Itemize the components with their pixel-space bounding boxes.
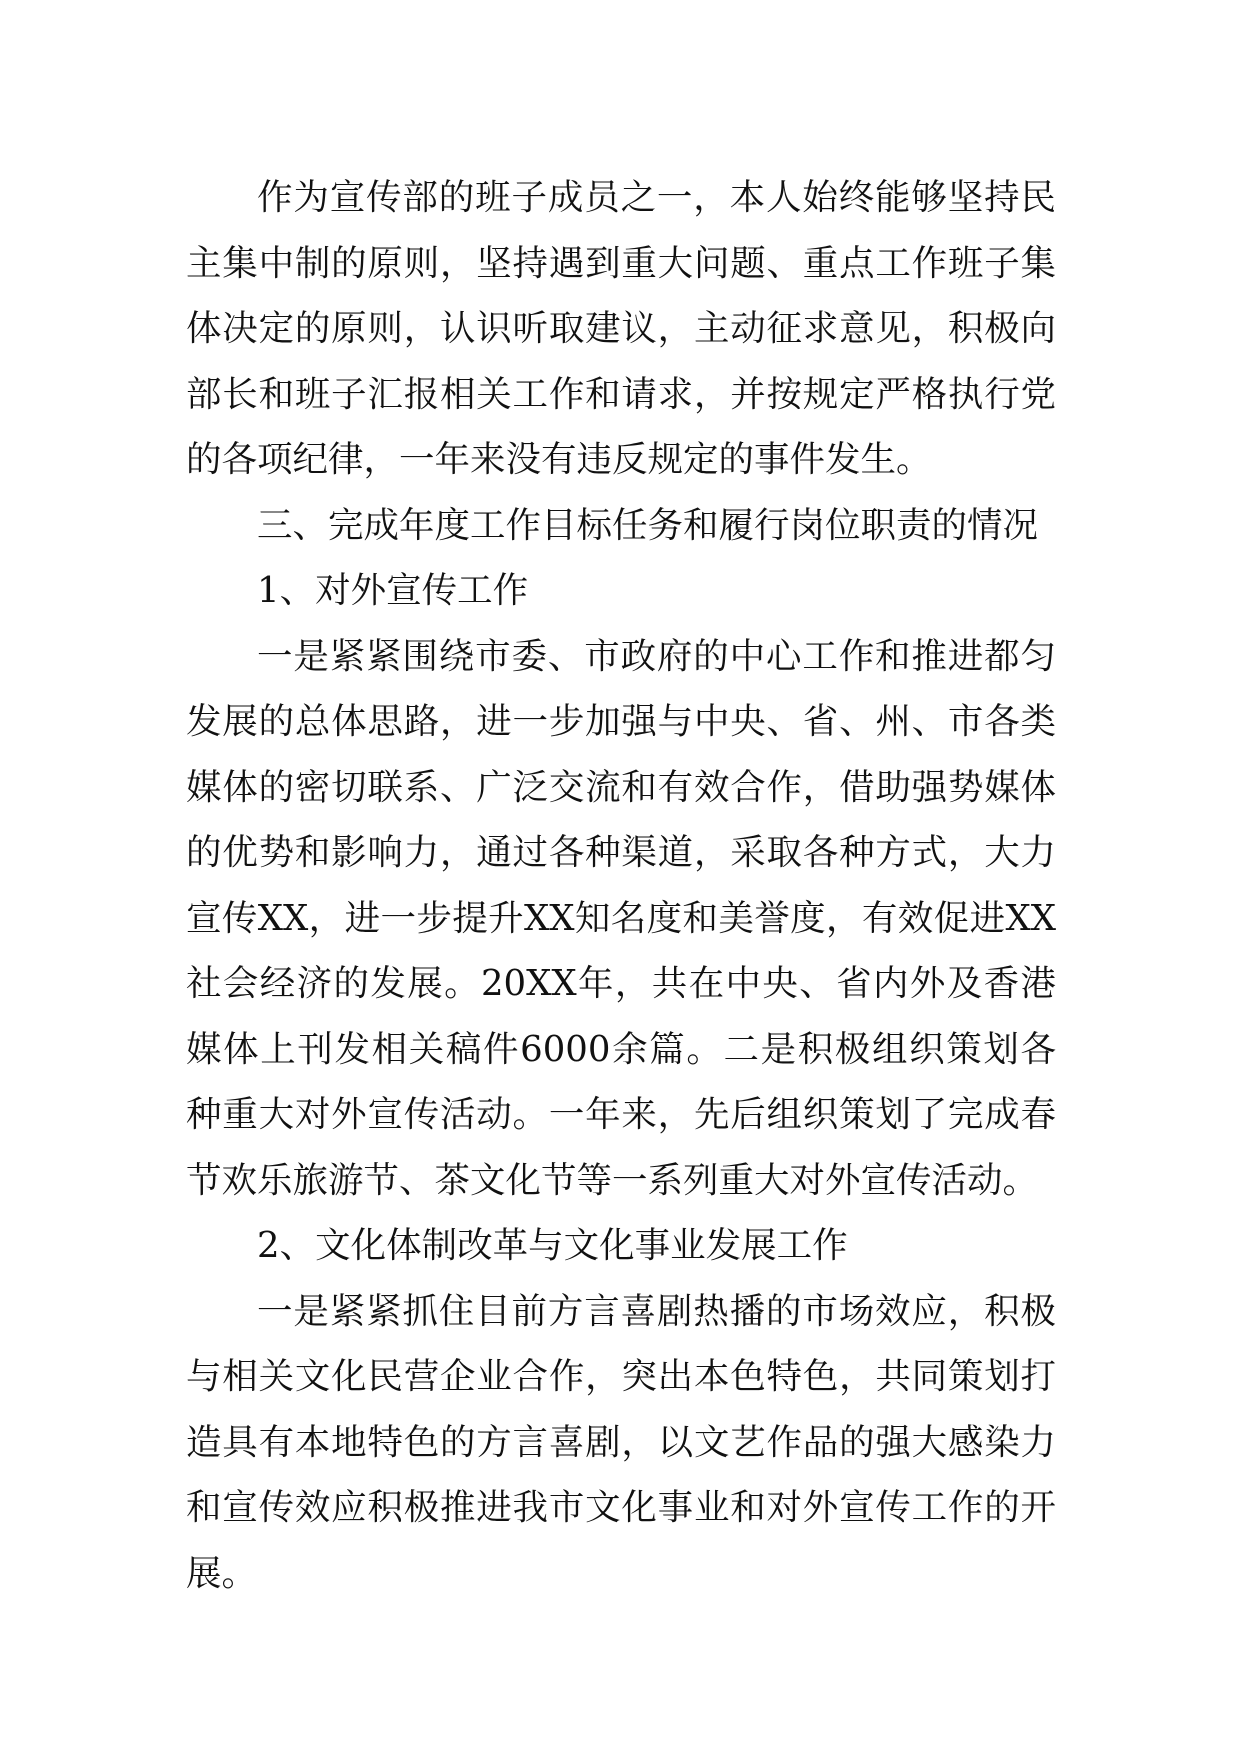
section-heading-annual-tasks: 三、完成年度工作目标任务和履行岗位职责的情况 bbox=[257, 504, 1039, 546]
paragraph-cultural-reform: 一是紧紧抓住目前方言喜剧热播的市场效应，积极与相关文化民营企业合作，突出本色特色，共同策划打造具有本地特色的方言喜剧，以文艺作品的强大感染力和宣传效应积极推进我市文化事业和对外宣传工作的开展。 bbox=[186, 1290, 1056, 1594]
paragraph-party-discipline: 作为宣传部的班子成员之一，本人始终能够坚持民主集中制的原则，坚持遇到重大问题、重点工作班子集体决定的原则，认识听取建议，主动征求意见，积极向部长和班子汇报相关工作和请求，并按规定严格执行党的各项纪律，一年来没有违反规定的事件发生。 bbox=[186, 177, 1056, 480]
document-body bbox=[186, 165, 1056, 1606]
subheading-cultural-reform: 2、文化体制改革与文化事业发展工作 bbox=[257, 1225, 848, 1266]
paragraph-external-publicity: 一是紧紧围绕市委、市政府的中心工作和推进都匀发展的总体思路，进一步加强与中央、省、州、市各类媒体的密切联系、广泛交流和有效合作，借助强势媒体的优势和影响力，通过各种渠道，采取各种方式，大力宣传XX，进一步提升XX知名度和美誉度，有效促进XX社会经济的发展。20XX年，共在中央、省内外及香港媒体上刊发相关稿件6000余篇。二是积极组织策划各种重大对外宣传活动。一年来，先后组织策划了完成春节欢乐旅游节、茶文化节等一系列重大对外宣传活动。 bbox=[186, 635, 1056, 1201]
subheading-external-publicity: 1、对外宣传工作 bbox=[257, 570, 529, 611]
